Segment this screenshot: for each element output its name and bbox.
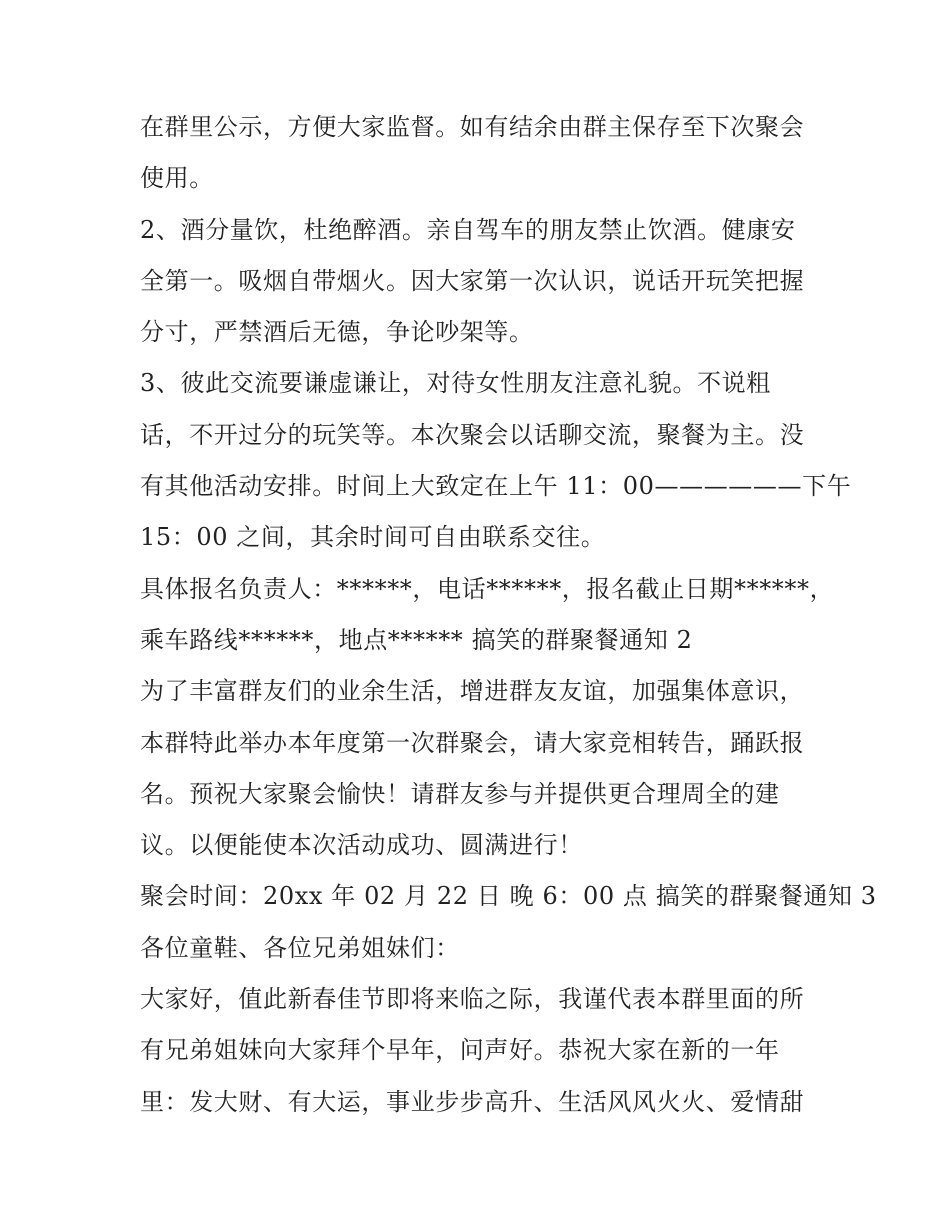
text-line: 全第一。吸烟自带烟火。因大家第一次认识，说话开玩笑把握 [140, 266, 805, 295]
text-line: 话，不开过分的玩笑等。本次聚会以话聊交流，聚餐为主。没 [140, 420, 805, 449]
text-line: 本群特此举办本年度第一次群聚会，请大家竞相转告，踊跃报 [140, 728, 805, 757]
text-line: 各位童鞋、各位兄弟姐妹们： [140, 933, 460, 962]
text-line: 有其他活动安排。时间上大致定在上午 11：00——————下午 [140, 472, 852, 501]
text-line: 分寸，严禁酒后无德，争论吵架等。 [140, 318, 534, 347]
text-line: 有兄弟姐妹向大家拜个早年，问声好。恭祝大家在新的一年 [140, 1036, 780, 1065]
document-body [140, 102, 877, 1128]
text-line: 具体报名负责人：******，电话******，报名截止日期******， [140, 574, 835, 603]
text-line: 在群里公示，方便大家监督。如有结余由群主保存至下次聚会 [140, 113, 805, 141]
text-line: 乘车路线******，地点****** 搞笑的群聚餐通知 2 [140, 625, 693, 654]
text-line: 大家好，值此新春佳节即将来临之际，我谨代表本群里面的所 [140, 985, 805, 1014]
text-line: 为了丰富群友们的业余生活，增进群友友谊，加强集体意识， [140, 677, 805, 706]
text-line: 名。预祝大家聚会愉快！请群友参与并提供更合理周全的建 [140, 779, 780, 808]
text-line: 15：00 之间，其余时间可自由联系交往。 [140, 523, 606, 552]
text-line: 里：发大财、有大运，事业步步高升、生活风风火火、爱情甜 [140, 1087, 805, 1116]
text-line: 聚会时间：20xx 年 02 月 22 日 晚 6：00 点 搞笑的群聚餐通知 3 [140, 882, 877, 911]
text-line: 议。以便能使本次活动成功、圆满进行！ [140, 831, 583, 860]
text-line: 2、酒分量饮，杜绝醉酒。亲自驾车的朋友禁止饮酒。健康安 [140, 215, 796, 244]
text-line: 3、彼此交流要谦虚谦让，对待女性朋友注意礼貌。不说粗 [140, 369, 771, 398]
text-line: 使用。 [140, 164, 214, 193]
